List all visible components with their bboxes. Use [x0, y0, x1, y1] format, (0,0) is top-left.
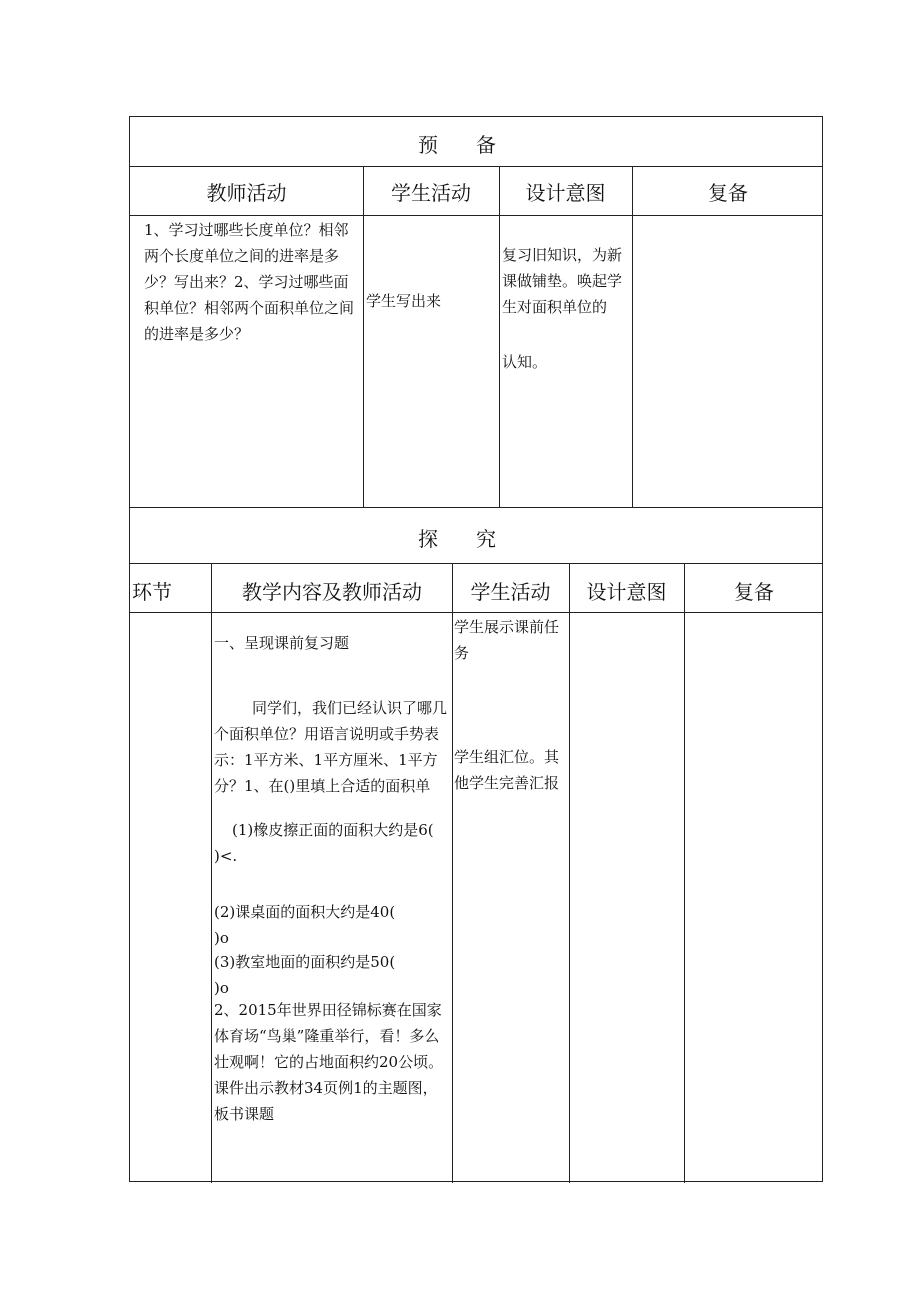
- divider: [130, 166, 822, 167]
- student-activity-text-1: 学生展示课前任务: [454, 618, 560, 662]
- section-title-explore: 探究: [418, 527, 534, 551]
- design-intent-text-cont: 认知。: [502, 353, 548, 371]
- student-activity-text: 学生写出来: [366, 292, 442, 310]
- section-title-prepare: 预备: [418, 133, 534, 157]
- header-student-activity-2: 学生活动: [470, 580, 551, 604]
- question-3: (3)教室地面的面积约是50( )o: [214, 953, 434, 997]
- header-student-activity: 学生活动: [391, 181, 471, 205]
- question-1: (1)橡皮擦正面的面积大约是6( )<.: [214, 821, 482, 865]
- content-paragraph-1: 同学们，我们已经认识了哪几个面积单位？用语言说明或手势表示：1平方米、1平方厘米、1平方分？1、在()里填上合适的面积单: [214, 699, 448, 795]
- lesson-plan-table: [129, 116, 823, 1182]
- content-heading: 一、呈现课前复习题: [214, 634, 350, 652]
- divider: [632, 166, 633, 507]
- header-design-intent-2: 设计意图: [586, 580, 667, 604]
- divider: [130, 215, 822, 216]
- divider: [130, 563, 822, 564]
- design-intent-text: 复习旧知识，为新课做铺垫。唤起学生对面积单位的: [502, 246, 623, 316]
- header-teacher-activity: 教师活动: [206, 181, 287, 205]
- divider: [684, 563, 685, 1183]
- header-review-2: 复备: [734, 580, 774, 604]
- divider: [569, 563, 570, 1183]
- divider: [130, 507, 822, 508]
- question-2: (2)课桌面的面积大约是40( )o: [214, 903, 434, 947]
- student-activity-text-2: 学生组汇位。其他学生完善汇报: [454, 748, 560, 792]
- divider: [130, 612, 822, 613]
- divider: [363, 166, 364, 507]
- header-design-intent: 设计意图: [525, 181, 606, 205]
- teacher-activity-text: 1、学习过哪些长度单位？相邻两个长度单位之间的进率是多少？写出来？2、学习过哪些面积单位？相邻两个面积单位之间的进率是多少？: [144, 221, 355, 343]
- header-content-teacher: 教学内容及教师活动: [242, 580, 422, 604]
- content-paragraph-2: 2、2015年世界田径锦标赛在国家体育场“鸟巢”隆重举行，看！多么壮观啊！它的占地面积约20公顷。课件出示教材34页例1的主题图，板书课题: [214, 1001, 444, 1123]
- divider: [452, 563, 453, 1183]
- header-stage: 环节: [132, 580, 172, 604]
- divider: [211, 563, 212, 1183]
- divider: [499, 166, 500, 507]
- header-review: 复备: [708, 181, 748, 205]
